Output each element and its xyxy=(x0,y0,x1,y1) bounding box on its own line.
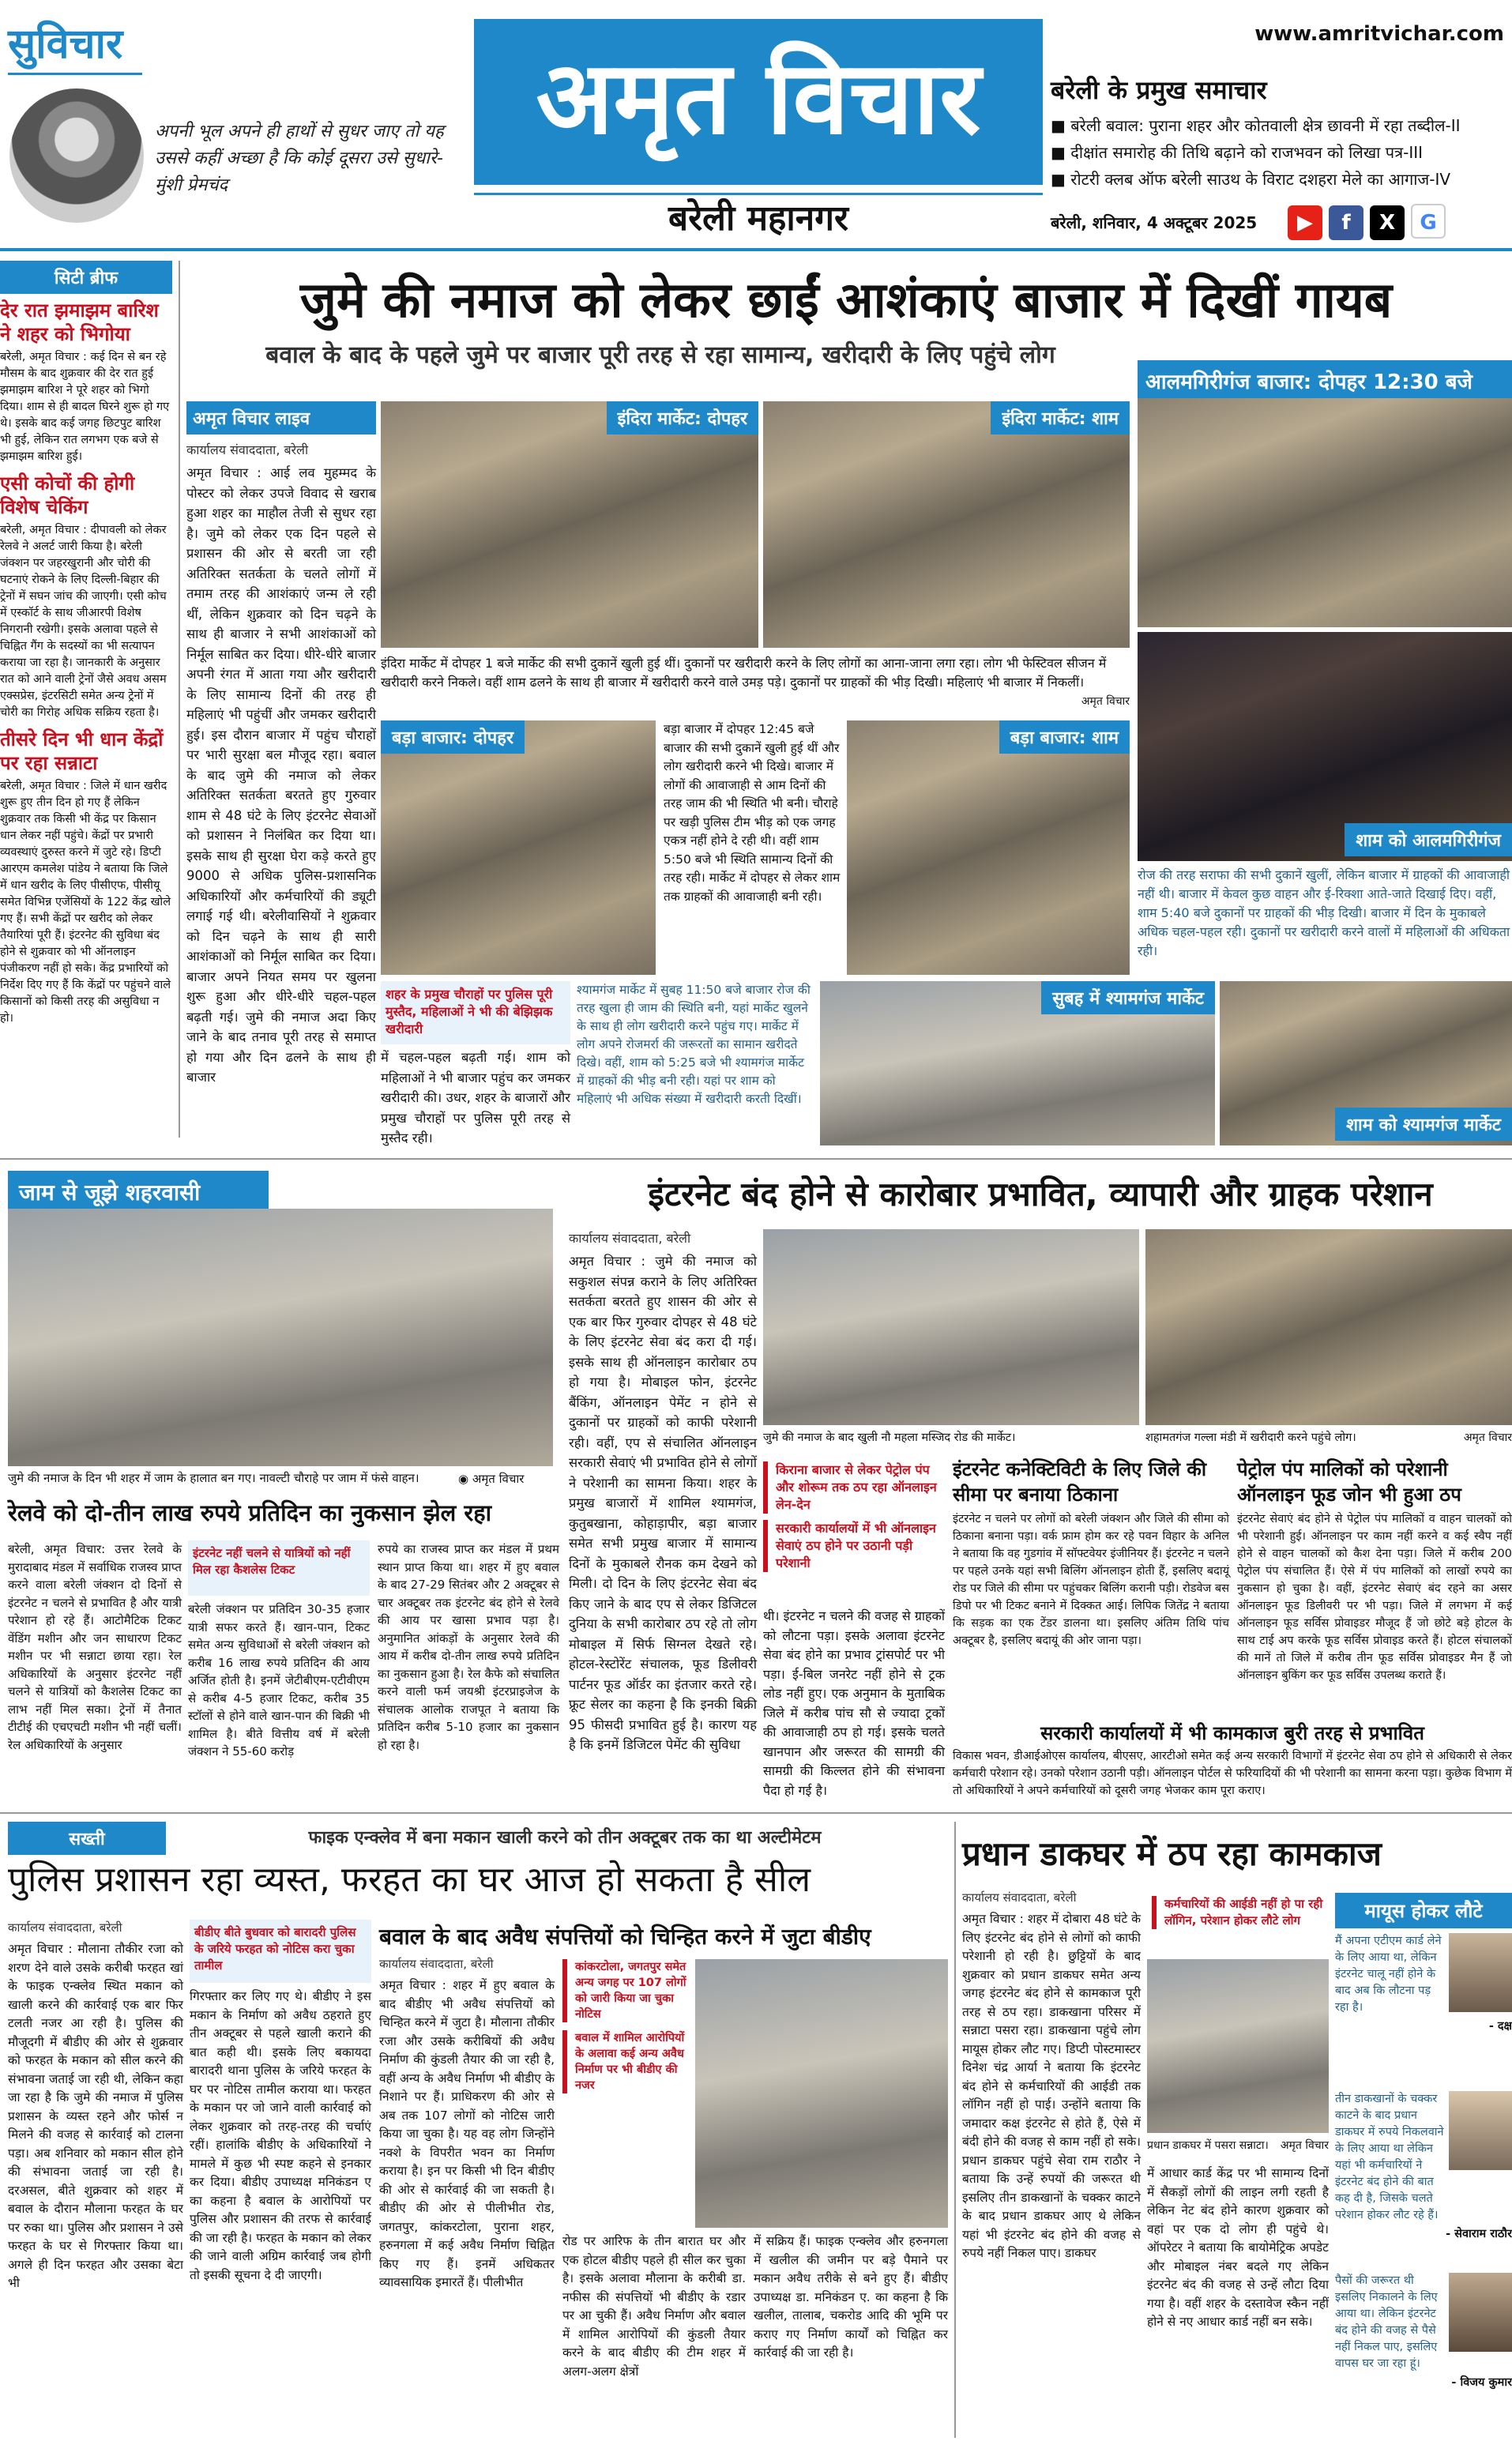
person-photo xyxy=(1449,2091,1512,2170)
photo-label: शाम को आलमगिरीगंज xyxy=(1345,823,1512,856)
connectivity-headline: इंटरनेट कनेक्टिविटी के लिए जिले की सीमा पर बनाया ठिकाना xyxy=(953,1458,1207,1506)
quote-block xyxy=(1335,2273,1512,2431)
bda-body: अमृत विचार : शहर में हुए बवाल के बाद बीडीए भी अवैध संपत्तियों को चिन्हित करने में जुटा है। मौलाना तौकीर रजा और उसके करीबियों की अवैध निर्माण की कुंडली तैयार की जा रही है, वहीं अन्य के अवैध निर्माण भी बीडीए के निशाने पर हैं। प्राधिकरण की ओर से अब तक 107 लोगों को नोटिस जारी किया जा चुका है। यह वह लोग जिन्होंने नक्शे के विपरीत भवन का निर्माण कराया है। इन पर किसी भी दिन बीडीए की ओर से कार्रवाई की जा सकती है। बीडीए की ओर से पीलीभीत रोड, जगतपुर, कांकरटोला, पुराना शहर, हरुनगला में कई अवैध निर्माण चिह्नित किए गए हैं। इनमें अधिकतर व्यावसायिक इमारतें हैं। पीलीभीत xyxy=(379,1978,555,2289)
quote-name: - दक्ष xyxy=(1488,2020,1512,2033)
post-byline: कार्यालय संवाददाता, बरेली xyxy=(962,1890,1077,1905)
person-photo xyxy=(1449,1933,1512,2012)
mayus-label: मायूस होकर लौटे xyxy=(1335,1893,1512,1928)
square-bullet-icon: ■ xyxy=(1051,143,1071,162)
person-photo xyxy=(1449,2273,1512,2352)
quote-text: तीन डाकखानों के चक्कर काटने के बाद प्रधान डाकघर में रुपये निकलवाने के लिए आया था लेकिन यहां भी कर्मचारियों ने इंटरनेट बंद होने की बात कह दी है, जिसके चलते परेशान होकर लौट रहे हैं। xyxy=(1335,2093,1444,2221)
sakhti-body-continued: गिरफ्तार कर लिए गए थे। बीडीए ने इस मकान के निर्माण को अवैध ठहराते हुए तीन अक्टूबर से पहले खाली कराने की बात कही थी। इसके लिए बकायदा बारादरी थाना पुलिस के जरिये फरहत के घर पर नोटिस तामील कराया था। फरहत के मकान पर जो जाने वाली कार्रवाई को लेकर शुक्रवार को तरह-तरह की चर्चाएं रहीं। हालांकि बीडीए के अधिकारियों ने मामले में कुछ भी स्पष्ट कहने से इनकार कर दिया। बीडीए उपाध्यक्ष मनिकंडन ए का कहना है बवाल के आरोपियों पर पुलिस और प्रशासन की तरफ से कार्रवाई की जा रही है। फरहत के मकान को लेकर की जाने वाली अग्रिम कार्रवाई जब होगी तो इसकी सूचना दे दी जाएगी। xyxy=(190,1989,371,2282)
sakhti-byline: कार्यालय संवाददाता, बरेली xyxy=(8,1920,122,1935)
suvichar-quote: अपनी भूल अपने ही हाथों से सुधर जाए तो यह उससे कहीं अच्छा है कि कोई दूसरा उसे सुधारे- मुंशी प्रेमचंद xyxy=(155,122,444,195)
sakhti-body: अमृत विचार : मौलाना तौकीर रजा को शरण देने वाले उसके करीबी फरहत खां के फाइक एन्क्लेव स्थित मकान को खाली करने की कार्रवाई एक बार फिर टलती नजर आ रही है। पुलिस की मौजूदगी में बीडीए की ओर से शुक्रवार को फरहत के मकान को सील करने की संभावना जताई जा रही थी, लेकिन कहा जा रहा है कि जुमे की नमाज में पुलिस प्रशासन के व्यस्त रहने और फोर्स न मिलने की वजह से कार्रवाई को टालना पड़ा। अब शनिवार को मकान सील होने की संभावना जताई जा रही है। दरअसल, बीते शुक्रवार को शहर में बवाल के दौरान मौलाना फरहत के घर पर रुका था। पुलिस और प्रशासन ने उसे फरहत के घर से गिरफ्तार किया था। अगले ही दिन फरहत और उसका बेटा भी xyxy=(8,1942,183,2290)
bda-byline: कार्यालय संवाददाता, बरेली xyxy=(379,1957,494,1971)
photo-bada-evening xyxy=(847,720,1130,975)
lead-byline: कार्यालय संवाददाता, बरेली xyxy=(186,442,309,457)
lead-body: अमृत विचार : आई लव मुहम्मद के पोस्टर को लेकर उपजे विवाद से खराब हुआ शहर का माहौल तेजी से सुधर रहा है। जुमे को लेकर एक दिन पहले से प्रशासन की ओर से बरती जा रही अतिरिक्त सतर्कता के चलते लोगों में तमाम तरह की आशंकाएं जन्म ले रही थीं, लेकिन शुक्रवार को दिन चढ़ने के साथ ही बाजार ने सभी आशंकाओं को निर्मूल साबित कर दिया। धीरे-धीरे बाजार अपनी रंगत में आता गया और खरीदारी के लिए सामान्य दिनों की तरह ही महिलाएं भी पहुंचीं और जमकर खरीदारी हुई। इस दौरान बाजार में पहुंच चौराहों पर भारी सुरक्षा बल मौजूद रहा। बवाल के बाद जुमे की नमाज को लेकर अतिरिक्त सतर्कता बरतते हुए गुरुवार शाम से 48 घंटे के लिए इंटरनेट सेवाओं को प्रशासन ने निलंबित कर दिया था। इसके साथ ही सुरक्षा घेरा कड़े करते हुए 9000 से अधिक पुलिस-प्रशासनिक अधिकारियों और कर्मचारियों की ड्यूटी लगाई गई थी। बरेलीवासियों ने शुक्रवार को दिन चढ़ने के साथ ही सारी आशंकाओं को निर्मूल साबित कर दिया। बाजार अपने नियत समय पर खुलना शुरू हुआ और धीरे-धीरे चहल-पहल बढ़ती गई। जुमे की नमाज अदा किए जाने के बाद तनाव पूरी तरह से समाप्त हो गया और दिन ढलने के साथ ही बाजार xyxy=(186,465,376,1085)
photo-label: बड़ा बाजार: दोपहर xyxy=(381,720,525,754)
dateline: बरेली, शनिवार, 4 अक्टूबर 2025 xyxy=(1051,213,1258,232)
indira-credit: अमृत विचार xyxy=(1081,695,1130,708)
square-bullet-icon: ■ xyxy=(1051,116,1071,135)
petrol-story xyxy=(1237,1457,1512,1717)
bda-headline[interactable]: बवाल के बाद अवैध संपत्तियों को चिन्हित करने में जुटा बीडीए xyxy=(379,1924,871,1950)
internet-credit: अमृत विचार xyxy=(1463,1431,1512,1444)
quote-block xyxy=(1335,2091,1512,2273)
brief-headline: तीसरे दिन भी धान केंद्रों पर रहा सन्नाटा xyxy=(0,728,164,774)
edition-name: बरेली महानगर xyxy=(668,198,848,239)
suvichar-box xyxy=(0,0,474,229)
brief-body: बरेली, अमृत विचार : जिले में धान खरीद शुरू हुए तीन दिन हो गए हैं लेकिन शुक्रवार तक किसी भी केंद्र पर किसान धान लेकर नहीं पहुंचे। केंद्रों पर प्रभारी व्यवस्थाएं दुरुस्त करने में जुटे रहे। डिप्टी आरएम कमलेश पांडेय ने बताया कि जिले में धान खरीद के लिए पीसीएफ, पीसीयू समेत विभिन्न एजेंसियों के 122 केंद्र खोले गए हैं। सभी केंद्रों पर खरीद को लेकर तैयारियां पूरी हैं। इंटरनेट की सुविधा बंद होने से शुक्रवार को भी ऑनलाइन पंजीकरण नहीं हो सके। केंद्र प्रभारियों को निर्देश दिए गए हैं कि केंद्रों पर पहुंचने वाले किसानों को किसी तरह की असुविधा न हो। xyxy=(0,780,171,1025)
author-portrait xyxy=(9,88,144,223)
quote-text: मैं अपना एटीएम कार्ड लेने के लिए आया था, लेकिन इंटरनेट चालू नहीं होने के बाद अब कि लौटना पड़ रहा है। xyxy=(1335,1935,1442,2014)
photo-label: सुबह में श्यामगंज मार्केट xyxy=(1041,981,1215,1014)
column-divider xyxy=(954,1822,956,2438)
railway-body: बरेली, अमृत विचार: उत्तर रेलवे के मुरादाबाद मंडल में सर्वाधिक राजस्व प्राप्त करने वाला बरेली जंक्शन दो दिनों से इंटरनेट न चलने से प्रभावित है और यात्री परेशान हो रहे हैं। आटोमैटिक टिकट वेंडिंग मशीन और जन साधारण टिकट मशीन पर भी सन्नाटा छाया रहा। रेल अधिकारियों के अनुसार इंटरनेट नहीं चलने से यात्रियों को कैशलेस टिकट का लाभ नहीं मिल सका। ट्रेनों में तैनात टीटीई की एचएचटी मशीन भी नहीं चलीं। रेल अधिकारियों के अनुसार xyxy=(8,1542,182,1752)
photo-shyam-evening xyxy=(1220,981,1512,1145)
header-divider xyxy=(0,248,1512,251)
railway-body-third: रुपये का राजस्व प्राप्त कर मंडल में प्रथम स्थान प्राप्त किया था। शहर में हुए बवाल के बाद 27-29 सितंबर और 2 अक्टूबर से चार अक्टूबर तक इंटरनेट बंद होने से रेलवे की आय पर खासा प्रभाव पड़ा है। अनुमानित आंकड़ों के अनुसार रेलवे की आय में करीब दो-तीन लाख रुपये प्रतिदिन का नुकसान हुआ है। रेल कैफे को संचालित करने वाली फर्म जयश्री इंटरप्राइजेज के संचालक आलोक राजपूत ने बताया कि प्रतिदिन करीब 5-10 हजार का नुकसान हो रहा है। xyxy=(378,1542,559,1752)
connectivity-body: इंटरनेट न चलने पर लोगों को बरेली जंक्शन और जिले की सीमा को ठिकाना बनाना पड़ा। वर्क फ्राम होम कर रहे पवन विहार के अनिल ने बताया कि वह गुडगांव में सॉफ्टवेयर इंजीनियर हैं। इंटरनेट न चलने पर पहले उनके यहां सभी बिलिंग ऑनलाइन होती हैं, इसलिए बदायूं रोड पर जिले की सीमा पर पहुंचकर बिलिंग करानी पड़ी। रोडवेज बस डिपो पर भी टिकट बनाने में दिक्कत आई। लिपिक जितेंद्र ने बताया कि सड़क का एक टेंडर डालना था। इसलिए अंतिम तिथि पांच अक्टूबर है, इसलिए बदायूं की ओर जाना पड़ा। xyxy=(953,1513,1229,1647)
photo-bada-day xyxy=(381,720,656,975)
post-photo-caption: प्रधान डाकघर में पसरा सन्नाटा। xyxy=(1147,2139,1269,2152)
main-news-item[interactable]: ■ दीक्षांत समारोह की तिथि बढ़ाने को राजभवन को लिखा पत्र-III xyxy=(1051,143,1424,162)
lead-text-column xyxy=(186,401,376,1085)
bda-body-third: में सक्रिय हैं। फाइक एन्क्लेव और हरुनगला में खलील की जमीन पर बड़े पैमाने पर मकान अवैध तरीके से बने हुए हैं। बीडीए उपाध्यक्ष डा. मनिकंडन ए. का कहना है कि खलील, तालाब, चकरोड आदि की भूमि पर कराए गए निर्माण कार्यों को चिह्नित कर कार्रवाई की जा रही है। xyxy=(754,2234,948,2360)
indira-caption: इंदिरा मार्केट में दोपहर 1 बजे मार्केट की सभी दुकानें खुली हुई थीं। दुकानों पर खरीदारी करने के लिए लोगों का आना-जाना लगा रहा। लोग भी फेस्टिवल सीजन में खरीदारी करने निकले। वहीं शाम ढलने के साथ ही बाजार में खरीदारी करने वाले उमड़ पड़े। दुकानों पर ग्राहकों की भीड़ दिखी। महिलाएं भी बाजार में निकलीं। xyxy=(381,656,1107,690)
railway-body-continued: बरेली जंक्शन पर प्रतिदिन 30-35 हजार यात्री सफर करते हैं। खान-पान, टिकट समेत अन्य सुविधाओं से बरेली जंक्शन को करीब 16 लाख रुपये प्रतिदिन की आय अर्जित होती है। इनमें जेटीबीएम-एटीवीएम से करीब 4-5 हजार टिकट, करीब 35 स्टॉलों से होने वाले खान-पान की बिक्री भी शामिल है। बीते वित्तीय वर्ष में बरेली जंक्शन ने 55-60 करोड़ xyxy=(188,1602,370,1759)
camera-icon: ◉ xyxy=(458,1472,472,1486)
section-divider xyxy=(0,1158,1512,1160)
govt-headline: सरकारी कार्यालयों में भी कामकाज बुरी तरह से प्रभावित xyxy=(1040,1722,1424,1744)
photo-indira-evening xyxy=(763,401,1130,648)
lead-headline[interactable]: जुमे की नमाज को लेकर छाईं आशंकाएं बाजार में दिखीं गायब xyxy=(299,271,1393,329)
govt-body: विकास भवन, डीआईओएस कार्यालय, बीएसए, आरटीओ समेत कई अन्य सरकारी विभागों में इंटरनेट सेवा ठप होने से अधिकारी से लेकर कर्मचारी परेशान रहे। उनको परेशान उठानी पड़ी। ऑनलाइन पोर्टल से फरियादियों की भी परेशानी का सामना करना पड़ा। कुछेक विभाग में तो अधिकारियों ने अपने कर्मचारियों को दूसरी जगह भेजकर काम पूरा कराए। xyxy=(953,1750,1512,1797)
internet-photo1-caption: जुमे की नमाज के बाद खुली नौ महला मस्जिद रोड की मार्केट। xyxy=(763,1431,1016,1444)
main-news-title: बरेली के प्रमुख समाचार xyxy=(1051,75,1267,105)
sakhti-kicker: फाइक एन्क्लेव में बना मकान खाली करने को तीन अक्टूबर तक का था अल्टीमेटम xyxy=(308,1828,822,1848)
internet-bullets xyxy=(763,1461,945,1604)
photo-label: इंदिरा मार्केट: दोपहर xyxy=(607,401,758,434)
petrol-body: इंटरनेट सेवाएं बंद होने से पेट्रोल पंप मालिकों व वाहन चालकों को भी परेशानी हुई। ऑनलाइन पर काम नहीं करने व कई स्वैप नहीं होने से वाहन चालकों को कैश देना पड़ा। जिले में करीब 200 पेट्रोल पंप संचालित हैं। ऐसे में पंप मालिकों को लाखों रुपये का नुकसान हो चुका है। वहीं, इंटरनेट सेवाएं बंद रहने का असर ऑनलाइन फूड डिलीवरी पर भी पड़ा। जिले में लगभग में कई ऑनलाइन फूड सर्विस प्रोवाइडर मौजूद हैं जो छोटे बड़े होटल के साथ टाई अप करके फूड सर्विस प्रोवाइड करते हैं। होटल संचालकों की मानें तो जिले में करीब तीन फूड सर्विस प्रोवाइडर मैन हैं जो ऑनलाइन बुकिंग कर फूड सर्विस उपलब्ध कराते हैं। xyxy=(1237,1513,1512,1682)
photo-galla-mandi xyxy=(1145,1229,1512,1425)
photo-traffic-jam xyxy=(8,1209,553,1466)
post-credit: अमृत विचार xyxy=(1280,2139,1329,2152)
suvichar-label: सुविचार xyxy=(8,21,123,68)
post-headline[interactable]: प्रधान डाकघर में ठप रहा कामकाज xyxy=(962,1834,1382,1873)
mayus-column xyxy=(1335,1893,1512,2438)
shyam-caption: श्यामगंज मार्केट में सुबह 11:50 बजे बाजार रोज की तरह खुला ही जाम की स्थिति बनी, यहां मार्केट खुलने के साथ ही लोग खरीदारी करने पहुंच गए। मार्केट में लोग अपने रोजमर्रा की जरूरतों का सामान खरीदते दिखे। वहीं, शाम को 5:25 बजे भी श्यामगंज मार्केट में ग्राहकों की भीड़ बनी रही। यहां पर शाम को महिलाएं भी अधिक संख्या में खरीदारी करती दिखीं। xyxy=(577,983,811,1106)
internet-photo2-caption: शहामतगंज गल्ला मंडी में खरीदारी करने पहुंचे लोग। xyxy=(1145,1431,1356,1444)
internet-bullet: किराना बाजार से लेकर पेट्रोल पंप और शोरूम तक ठप रहा ऑनलाइन लेन-देन xyxy=(763,1461,945,1514)
square-bullet-icon: ■ xyxy=(1051,170,1071,189)
main-news-list xyxy=(1051,112,1512,193)
bda-body-continued: रोड पर आरिफ के तीन बारात घर और एक होटल बीडीए पहले ही सील कर चुका है। इसके अलावा मौलाना के करीबी डा. नफीस की संपत्तियों भी बीडीए के रडार पर आ चुकी हैं। अवैध निर्माण और बवाल में शामिल आरोपियों की कुंडली तैयार करने के बाद बीडीए की टीम शहर में अलग-अलग क्षेत्रों xyxy=(562,2234,746,2379)
live-label: अमृत विचार लाइव xyxy=(186,401,376,434)
city-brief-column xyxy=(0,261,180,1138)
bada-caption: बड़ा बाजार में दोपहर 12:45 बजे बाजार की सभी दुकानें खुली हुई थीं और लोग खरीदारी करने भी दिखे। बाजार में लोगों की आवाजाही से आम दिनों की तरह जाम की भी स्थिति भी बनी। चौराहे पर खड़ी पुलिस टीम भीड़ को एक जगह एकत्र नहीं होने दे रही थी। वहीं शाम 5:50 बजे भी स्थिति सामान्य दिनों की तरह रही। मार्केट में दोपहर से लेकर शाम तक ग्राहकों की आवाजाही बनी रही। xyxy=(664,722,841,904)
govt-story xyxy=(953,1721,1512,1807)
masthead-box xyxy=(474,19,1043,185)
police-box xyxy=(381,981,570,1044)
photo-label: बड़ा बाजार: शाम xyxy=(999,720,1130,754)
facebook-icon[interactable]: f xyxy=(1329,205,1363,240)
bda-bullet: कांकरटोला, जगतपुर समेत अन्य जगह पर 107 लोगों को जारी किया जा चुका नोटिस xyxy=(562,1959,689,2022)
edition-bar xyxy=(474,193,1043,240)
quote-block xyxy=(1335,1933,1512,2091)
post-body: अमृत विचार : शहर में दोबारा 48 घंटे के लिए इंटरनेट बंद होने से लोगों को काफी परेशानी हो रही है। छुट्टियों के बाद शुक्रवार को प्रधान डाकघर समेत अन्य जगह इंटरनेट बंद होने से कामकाज पूरी तरह से ठप रहा। डाकखाना परिसर में सन्नाटा पसरा रहा। डाकखाना पहुंचे लोग मायूस होकर लौट गए। डिप्टी पोस्टमास्टर दिनेश चंद्र आर्या ने बताया कि इंटरनेट बंद होने से कर्मचारियों की आईडी तक लॉगिन नहीं हो पाई। उन्होंने बताया कि जमादार कक्ष इंटरनेट से होते हैं, ऐसे में बंदी होने की वजह से काम नहीं हो सके। प्रधान डाकघर पहुंचे सेवा राम राठौर ने बताया कि उन्हें रुपयों की जरूरत थी इसलिए तीन डाकखानों के चक्कर काटने के बाद प्रधान डाकघर आए थे लेकिन यहां भी इंटरनेट बंद होने की वजह से रुपये नहीं निकल पाए। डाकघर xyxy=(962,1912,1141,2260)
alamgiri-label: आलमगिरीगंज बाजार: दोपहर 12:30 बजे xyxy=(1138,360,1512,401)
internet-byline: कार्यालय संवाददाता, बरेली xyxy=(569,1231,691,1246)
sakhti-label: सख्ती xyxy=(8,1822,166,1855)
photo-shyam-morning xyxy=(820,981,1215,1145)
brief-body: बरेली, अमृत विचार : कई दिन से बन रहे मौसम के बाद शुक्रवार की देर रात हुई झमाझम बारिश ने पूरे शहर को भिगो दिया। शाम से ही बादल घिरने शुरू हो गए थे। इसके बाद कई जगह छिटपुट बारिश भी हुई, लेकिन रात लगभग एक बजे से झमाझम बारिश हुई। xyxy=(0,351,170,463)
social-icons xyxy=(1288,204,1452,240)
x-icon[interactable]: X xyxy=(1370,205,1405,240)
bda-bullet: बवाल में शामिल आरोपियों के अलावा कई अन्य अवैध निर्माण पर भी बीडीए की नजर xyxy=(562,2030,689,2093)
quote-name: - विजय कुमार xyxy=(1451,2376,1512,2389)
post-box xyxy=(1147,1893,1329,1956)
main-news-box xyxy=(1051,0,1512,237)
connectivity-story xyxy=(953,1457,1229,1717)
sakhti-box-text: बीडीए बीते बुधवार को बारादरी पुलिस के जरिये फरहत को नोटिस करा चुका तामील xyxy=(194,1925,356,1973)
photo-post-office xyxy=(1147,1959,1329,2133)
jaam-label: जाम से जूझे शहरवासी xyxy=(8,1171,269,1213)
police-box-text: शहर के प्रमुख चौराहों पर पुलिस पूरी मुस्तैद, महिलाओं ने भी की बेझिझक खरीदारी xyxy=(386,987,553,1036)
petrol-headline: पेट्रोल पंप मालिकों को परेशानी ऑनलाइन फूड जोन भी हुआ ठप xyxy=(1237,1458,1461,1506)
internet-body: अमृत विचार : जुमे की नमाज को सकुशल संपन्न कराने के लिए अतिरिक्त सतर्कता बरतते हुए शासन की ओर से एक बार फिर गुरुवार दोपहर से 48 घंटे के लिए इंटरनेट सेवा बंद करा दी गई। इसके साथ ही ऑनलाइन कारोबार ठप हो गया है। मोबाइल फोन, इंटरनेट बैंकिंग, ऑनलाइन पेमेंट न होने से दुकानों पर ग्राहकों को काफी परेशानी रही। वहीं, एप से संचालित ऑनलाइन सरकारी सेवाएं भी प्रभावित होने से लोगों ने परेशानी का सामना किया। शहर के प्रमुख बाजारों में शामिल श्यामगंज, कुतुबखाना, कोहाड़ापीर, बड़ा बाजार समेत सभी प्रमुख बाजार में सामान्य दिनों के मुकाबले रौनक कम देखने को मिली। दो दिन के लिए इंटरनेट सेवा बंद किए जाने के बाद एप से लेकर डिजिटल दुनिया के सभी कारोबार ठप रहे तो लोग मोबाइल में सिर्फ सिग्नल देखते रहे। होटल-रेस्टोरेंट संचालक, फूड डिलीवरी पार्टनर फूड ऑर्डर का इंतजार करते रहे। फ्रूट सेलर का कहना है कि इनकी बिक्री 95 फीसदी प्रभावित हुई है। कारण यह है कि इनमें डिजिटल पेमेंट की सुविधा xyxy=(569,1254,757,1752)
photo-alamgiri-evening xyxy=(1138,632,1512,861)
railway-box xyxy=(188,1540,370,1596)
bda-boxes xyxy=(562,1959,689,2228)
brief-headline: देर रात झमाझम बारिश ने शहर को भिगोया xyxy=(0,299,159,345)
photo-alamgiri-day xyxy=(1138,398,1512,627)
post-body-continued: में आधार कार्ड केंद्र पर भी सामान्य दिनों में सैकड़ों लोगों की लाइन लगी रहती है लेकिन नेट बंद होने कारण शुक्रवार को वहां पर एक दो लोग ही पहुंचे थे। ऑपरेटर ने बताया कि बायोमेट्रिक अपडेट और मोबाइल नंबर बदले गए लेकिन इंटरनेट बंद की वजह से उन्हें लौटा दिया गया है। वहीं शहर के दस्तावेज स्कैन नहीं होने से नए आधार कार्ड नहीं बन सके। xyxy=(1147,2166,1329,2329)
website-url: www.amritvichar.com xyxy=(1254,22,1504,46)
quote-name: - सेवाराम राठौर xyxy=(1446,2228,1512,2240)
sakhti-box xyxy=(190,1920,371,1983)
photo-indira-day xyxy=(381,401,758,648)
suvichar-underline xyxy=(8,73,142,75)
youtube-icon[interactable]: ▶ xyxy=(1288,205,1322,240)
photo-bda-police xyxy=(695,1959,948,2228)
lead-body-continued: में चहल-पहल बढ़ती गई। शाम को महिलाओं ने भी बाजार पहुंच कर जमकर खरीदारी की। उधर, शहर के बाजारों और प्रमुख चौराहों पर पुलिस पूरी तरह से मुस्तैद रही। xyxy=(381,1050,570,1145)
jaam-credit: ◉ अमृत विचार xyxy=(458,1472,525,1486)
post-box-text: कर्मचारियों की आईडी नहीं हो पा रही लॉगिन, परेशान होकर लौटे लोग xyxy=(1152,1896,1324,1929)
photo-label: इंदिरा मार्केट: शाम xyxy=(991,401,1130,434)
city-brief-label: सिटी ब्रीफ xyxy=(0,261,172,294)
photo-label: शाम को श्यामगंज मार्केट xyxy=(1335,1108,1512,1141)
railway-headline[interactable]: रेलवे को दो-तीन लाख रुपये प्रतिदिन का नुकसान झेल रहा xyxy=(8,1499,492,1526)
internet-headline[interactable]: इंटरनेट बंद होने से कारोबार प्रभावित, व्यापारी और ग्राहक परेशान xyxy=(648,1175,1433,1213)
brief-body: बरेली, अमृत विचार : दीपावली को लेकर रेलवे ने अलर्ट जारी किया है। बरेली जंक्शन पर जहरखुरानी और चोरी की घटनाएं रोकने के लिए दिल्ली-बिहार की ट्रेनों में सघन जांच की जाएगी। एसी कोच में एस्कॉर्ट के साथ जीआरपी विशेष निगरानी रखेगी। इसके अलावा पहले से चिह्नित गैंग के सदस्यों का भी सत्यापन कराया जा रहा है। जानकारी के अनुसार रात को आने वाली ट्रेनों जैसे अवध असम एक्सप्रेस, इंटरसिटी समेत अन्य ट्रेनों में चोरी का गिरोह अधिक सक्रिय रहता है। xyxy=(0,524,167,719)
quote-text: पैसों की जरूरत थी इसलिए निकालने के लिए आया था। लेकिन इंटरनेट बंद होने की वजह से पैसे नहीं निकल पाए, इसलिए वापस घर जा रहा हूं। xyxy=(1335,2274,1438,2370)
photo-masjid-road xyxy=(763,1229,1139,1425)
alamgiri-caption: रोज की तरह सराफा की सभी दुकानें खुलीं, लेकिन बाजार में ग्राहकों की आवाजाही नहीं थी। बाजार में केवल कुछ वाहन और ई-रिक्शा आते-जाते दिखाई दिए। वहीं, शाम 5:40 बजे दुकानों पर ग्राहकों की भीड़ दिखी। बाजार में दिन के मुकाबले अधिक चहल-पहल रही। दुकानों पर खरीदारी करने वालों में महिलाओं की अधिकता रही। xyxy=(1138,867,1510,958)
sakhti-headline[interactable]: पुलिस प्रशासन रहा व्यस्त, फरहत का घर आज हो सकता है सील xyxy=(8,1860,811,1900)
brief-headline: एसी कोचों की होगी विशेष चेकिंग xyxy=(0,472,135,518)
internet-bullet: सरकारी कार्यालयों में भी ऑनलाइन सेवाएं ठप होने पर उठानी पड़ी परेशानी xyxy=(763,1520,945,1572)
section-divider xyxy=(0,1812,1512,1814)
main-news-item[interactable]: ■ बरेली बवाल: पुराना शहर और कोतवाली क्षेत्र छावनी में रहा तब्दील-II xyxy=(1051,116,1461,135)
lead-subhead: बवाल के बाद के पहले जुमे पर बाजार पूरी तरह से रहा सामान्य, खरीदारी के लिए पहुंचे लोग xyxy=(265,341,1055,369)
railway-box-text: इंटरनेट नहीं चलने से यात्रियों को नहीं मिल रहा कैशलेस टिकट xyxy=(193,1546,351,1577)
google-icon[interactable]: G xyxy=(1411,204,1446,239)
internet-body-continued: थी। इंटरनेट न चलने की वजह से ग्राहकों को लौटना पड़ा। इसके अलावा इंटरनेट सेवा बंद होने का प्रभाव ट्रांसपोर्ट पर भी पड़ा। ई-बिल जनरेट नहीं होने से ट्रक लोड नहीं हुए। एक अनुमान के मुताबिक जिले में करीब पांच सौ से ज्यादा ट्रकों की आवाजाही ठप हो गई। इसके चलते खानपान और जरूरत की सामग्री की सामग्री की किल्लत होने की संभावना पैदा हो गई है। xyxy=(763,1608,945,1798)
jaam-caption: जुमे की नमाज के दिन भी शहर में जाम के हालात बन गए। नावल्टी चौराहे पर जाम में फंसे वाहन। xyxy=(8,1471,419,1485)
main-news-item[interactable]: ■ रोटरी क्लब ऑफ बरेली साउथ के विराट दशहरा मेले का आगाज-IV xyxy=(1051,170,1451,189)
masthead-title: अमृत विचार xyxy=(536,39,981,157)
